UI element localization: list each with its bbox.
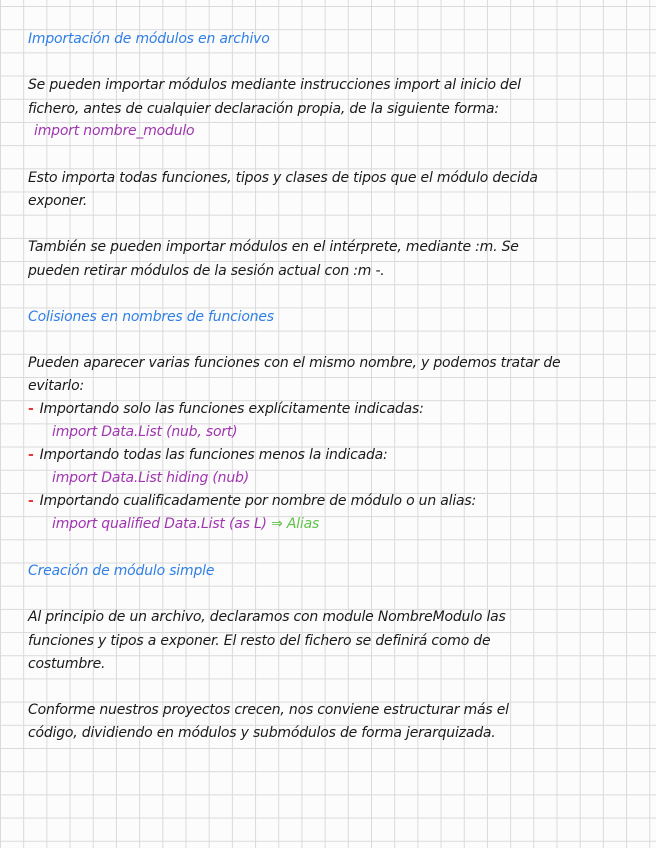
paragraph-esto-line-1: Esto importa todas funciones, tipos y clases de tipos que el módulo decida [28, 170, 538, 186]
paragraph-colisiones-line-2: evitarlo: [28, 378, 84, 394]
paragraph-conforme-line-2: código, dividiendo en módulos y submódulos de forma jerarquizada. [28, 725, 496, 741]
bullet-item-1 [28, 398, 424, 421]
paragraph-creacion-line-2: funciones y tipos a exponer. El resto del fichero se definirá como de [28, 633, 491, 649]
paragraph-import-line-1: Se pueden importar módulos mediante instrucciones import al inicio del [28, 77, 521, 93]
paragraph-conforme-line-1: Conforme nuestros proyectos crecen, nos conviene estructurar más el [28, 702, 509, 718]
bullet-item-3 [28, 490, 476, 513]
code-import-qualified: import qualified Data.List (as L) [52, 516, 267, 532]
paragraph-import-line-2: fichero, antes de cualquier declaración propia, de la siguiente forma: [28, 101, 499, 117]
paragraph-interprete-line-2: pueden retirar módulos de la sesión actual con :m -. [28, 263, 385, 279]
code-import-hiding: import Data.List hiding (nub) [52, 470, 249, 486]
code-line-qualified [52, 513, 319, 536]
heading-importacion: Importación de módulos en archivo [28, 31, 270, 47]
code-import-data-list: import Data.List (nub, sort) [52, 424, 238, 440]
alias-arrow-label: ⇒ Alias [271, 516, 320, 532]
bullet-dash-icon: - [28, 493, 34, 509]
bullet-item-2 [28, 444, 388, 467]
paragraph-esto-line-2: exponer. [28, 193, 88, 209]
bullet-dash-icon: - [28, 401, 34, 417]
paragraph-creacion-line-3: costumbre. [28, 656, 106, 672]
heading-colisiones: Colisiones en nombres de funciones [28, 309, 274, 325]
heading-creacion: Creación de módulo simple [28, 563, 215, 579]
bullet-text-2: Importando todas las funciones menos la indicada: [39, 447, 388, 463]
bullet-text-3: Importando cualificadamente por nombre de módulo o un alias: [39, 493, 477, 509]
code-import-nombre-modulo: import nombre_modulo [34, 123, 195, 139]
bullet-dash-icon: - [28, 447, 34, 463]
paragraph-interprete-line-1: También se pueden importar módulos en el intérprete, mediante :m. Se [28, 239, 519, 255]
paragraph-colisiones-line-1: Pueden aparecer varias funciones con el mismo nombre, y podemos tratar de [28, 355, 561, 371]
bullet-text-1: Importando solo las funciones explícitamente indicadas: [39, 401, 424, 417]
paragraph-creacion-line-1: Al principio de un archivo, declaramos con module NombreModulo las [28, 609, 506, 625]
